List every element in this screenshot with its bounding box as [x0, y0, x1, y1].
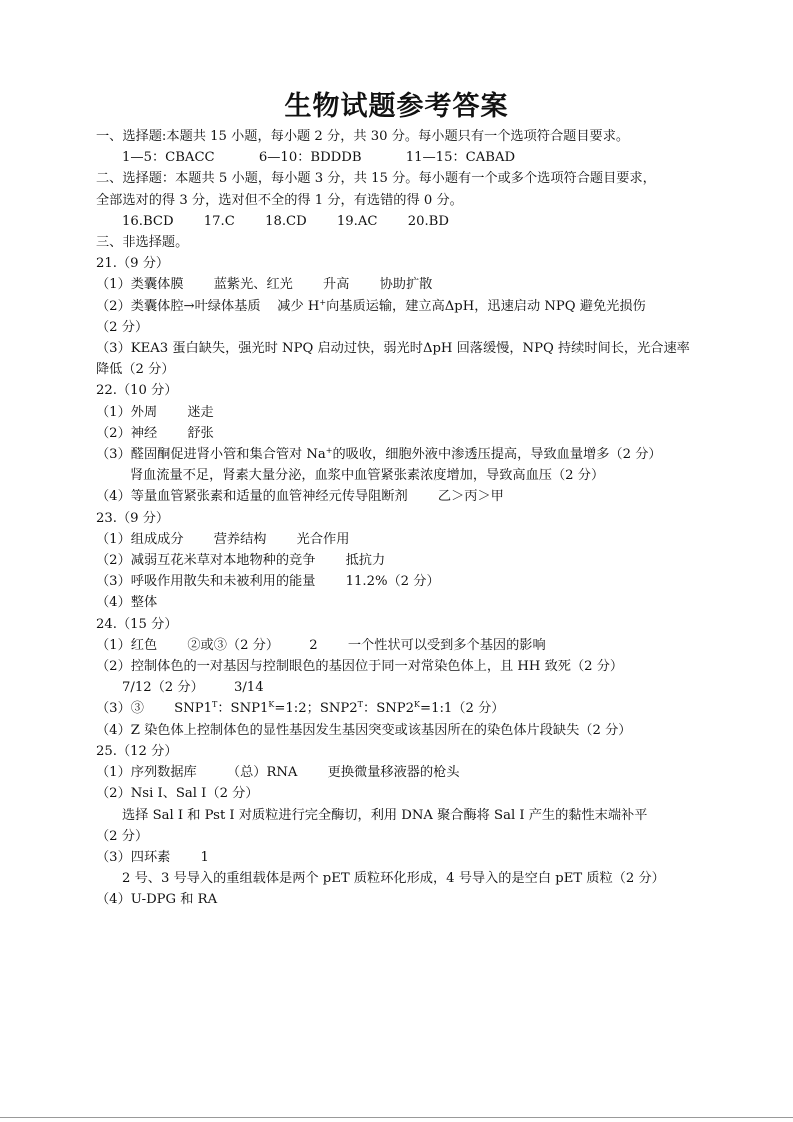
q25-part2: （2）Nsi I、Sal I（2 分） [96, 786, 259, 802]
q21-1-b: 蓝紫光、红光 [213, 277, 293, 293]
q24-3-sup-t1: T [212, 700, 218, 710]
answer-17: 17.C [203, 213, 235, 229]
q24-part4: （4）Z 染色体上控制体色的显性基因发生基因突变或该基因所在的染色体片段缺失（2 分） [96, 722, 632, 738]
q25-part1 [96, 762, 696, 783]
q22-4-a: （4）等量血管紧张素和适量的血管神经元传导阻断剂 [96, 489, 408, 505]
q24-3-b2: ：SNP1 [217, 701, 269, 717]
q24-3-snp1: SNP1 [174, 701, 212, 717]
q24-3-b4: ：SNP2 [363, 701, 415, 717]
q25-1-b: （总）RNA [226, 765, 298, 781]
q23-1-a: （1）组成成分 [96, 531, 184, 547]
q24-3-b5: =1:1（2 分） [420, 701, 505, 717]
q22-3-sup: + [325, 446, 333, 456]
q24-3-b3: =1:2；SNP2 [274, 701, 358, 717]
q24-2-a: 7/12（2 分） [122, 680, 204, 696]
q22-3-b: 的吸收，细胞外液中渗透压提高，导致血量增多（2 分） [332, 447, 662, 463]
answer-16: 16.BCD [122, 213, 174, 229]
q24-1-a: （1）红色 [96, 637, 158, 653]
q22-part3-cont: 肾血流量不足，肾素大量分泌，血浆中血管紧张素浓度增加，导致高血压（2 分） [130, 468, 605, 484]
q22-1-a: （1）外周 [96, 404, 158, 420]
q23-3-a: （3）呼吸作用散失和未被利用的能量 [96, 574, 316, 590]
q24-part3 [96, 698, 696, 719]
q21-2-b1: 减少 H [277, 298, 320, 314]
q23-2-b: 抵抗力 [345, 553, 386, 569]
q23-heading: 23.（9 分） [96, 510, 170, 526]
q25-part4: （4）U-DPG 和 RA [96, 892, 218, 908]
q22-3-a: （3）醛固酮促进肾小管和集合管对 Na [96, 447, 326, 463]
q22-2-a: （2）神经 [96, 425, 158, 441]
section2-answers [96, 211, 696, 232]
q23-3-b: 11.2%（2 分） [345, 574, 440, 590]
q25-part2-cont: 选择 Sal I 和 Pst I 对质粒进行完全酶切，利用 DNA 聚合酶将 Sal I 产生的黏性末端补平 [122, 807, 648, 823]
q24-1-c: 2 [309, 637, 318, 653]
q24-3-sup-k2: K [414, 700, 421, 710]
q22-part4 [96, 486, 696, 507]
q22-heading: 22.（10 分） [96, 383, 178, 399]
section1-heading: 一、选择题:本题共 15 小题，每小题 2 分，共 30 分。每小题只有一个选项符合题目要求。 [96, 129, 630, 144]
q24-2-b: 3/14 [233, 680, 264, 696]
q24-part2-cont [96, 677, 696, 698]
q22-part1 [96, 402, 696, 423]
q21-1-c: 升高 [323, 277, 350, 293]
q23-part3 [96, 571, 696, 592]
q21-1-a: （1）类囊体膜 [96, 277, 184, 293]
q24-3-sup-k1: K [268, 700, 275, 710]
q24-part2: （2）控制体色的一对基因与控制眼色的基因位于同一对常染色体上，且 HH 致死（2 分） [96, 659, 624, 675]
answer-1-5: 1—5：CBACC [122, 150, 215, 166]
q25-1-a: （1）序列数据库 [96, 765, 197, 781]
q24-1-d: 一个性状可以受到多个基因的影响 [347, 637, 546, 653]
q22-part3 [96, 444, 696, 465]
q24-3-a: （3）③ [96, 701, 144, 717]
answer-11-15: 11—15：CABAD [405, 150, 516, 166]
q21-2-sup: + [319, 297, 327, 307]
q23-part2 [96, 550, 696, 571]
q25-part3-cont: 2 号、3 号导入的重组载体是两个 pET 质粒环化形成，4 号导入的是空白 pET 质粒（2 分） [122, 871, 665, 887]
q24-1-b: ②或③（2 分） [187, 637, 280, 653]
q25-3-b: 1 [200, 849, 209, 865]
q22-4-b: 乙＞丙＞甲 [437, 489, 504, 505]
q24-3-sup-t2: T [357, 700, 364, 710]
q25-part2-score: （2 分） [96, 828, 149, 844]
q21-heading: 21.（9 分） [96, 256, 170, 272]
q25-1-c: 更换微量移液器的枪头 [327, 765, 460, 781]
q22-1-b: 迷走 [187, 404, 214, 420]
q21-part3: （3）KEA3 蛋白缺失，强光时 NPQ 启动过快，弱光时ΔpH 回落缓慢，NPQ 持续时间长，光合速率降低（2 分） [96, 341, 690, 378]
q23-part1 [96, 529, 696, 550]
section1-answers [96, 147, 696, 168]
q23-1-c: 光合作用 [296, 531, 350, 547]
q21-part2 [96, 296, 696, 317]
q25-part3 [96, 847, 696, 868]
section3-heading: 三、非选择题。 [96, 235, 189, 251]
answer-18: 18.CD [265, 213, 307, 229]
section2-heading-line2: 全部选对的得 3 分，选对但不全的得 1 分，有选错的得 0 分。 [96, 192, 463, 208]
q21-1-d: 协助扩散 [379, 277, 433, 293]
q22-part2 [96, 423, 696, 444]
answer-content [96, 126, 696, 911]
q24-heading: 24.（15 分） [96, 616, 178, 632]
q25-heading: 25.（12 分） [96, 743, 178, 759]
q23-part4: （4）整体 [96, 595, 158, 611]
q21-2-a: （2）类囊体腔→叶绿体基质 [96, 298, 261, 314]
q21-part1 [96, 274, 696, 295]
q23-2-a: （2）减弱互花米草对本地物种的竞争 [96, 553, 316, 569]
q24-part1 [96, 635, 696, 656]
section2-heading-line1: 二、选择题：本题共 5 小题，每小题 3 分，共 15 分。每小题有一个或多个选项符合题目要求， [96, 171, 656, 187]
page-bottom-divider [0, 1117, 793, 1118]
q22-2-b: 舒张 [187, 425, 214, 441]
answer-20: 20.BD [407, 213, 449, 229]
q25-3-a: （3）四环素 [96, 849, 171, 865]
answer-6-10: 6—10：BDDDB [258, 150, 362, 166]
q21-part2-score: （2 分） [96, 319, 149, 335]
page-title: 生物试题参考答案 [284, 91, 509, 122]
q21-2-b2: 向基质运输，建立高ΔpH，迅速启动 NPQ 避免光损伤 [326, 298, 646, 314]
q23-1-b: 营养结构 [213, 531, 267, 547]
answer-19: 19.AC [336, 213, 378, 229]
